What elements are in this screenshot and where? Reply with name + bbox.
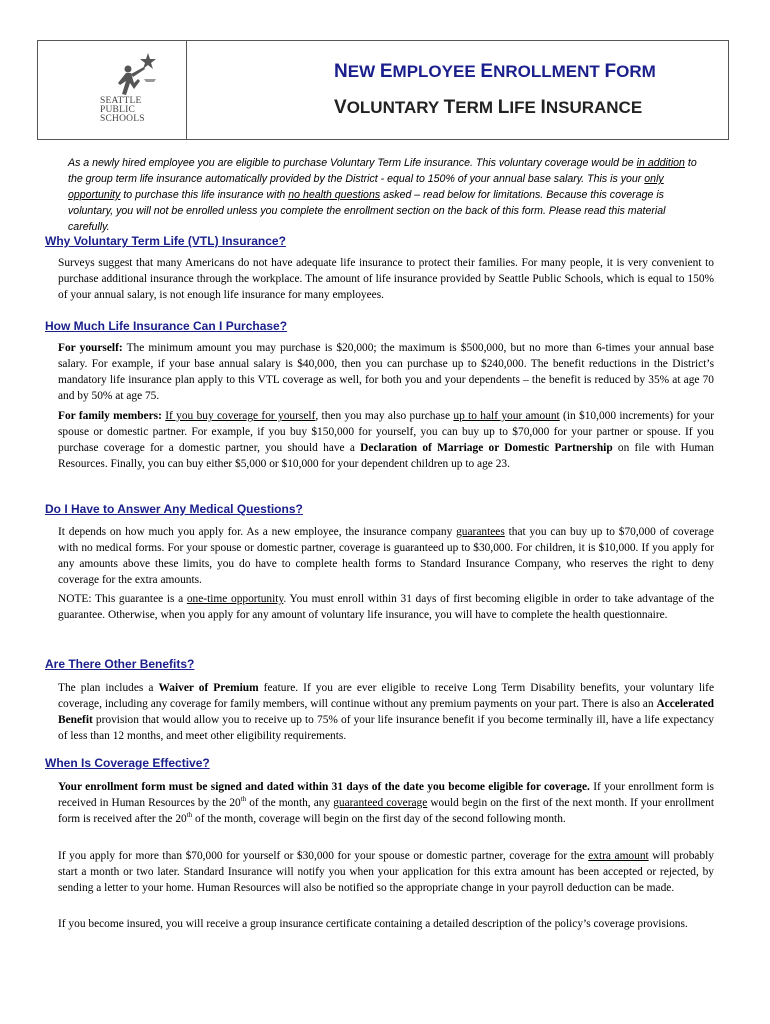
title-word: ORM — [616, 62, 656, 81]
title-char: E — [480, 61, 494, 82]
subtitle-word: IFE — [509, 98, 541, 117]
family-text: , then you may also purchase — [315, 410, 454, 422]
extra-text: If you apply for more than $70,000 for yourself or $30,000 for your spouse or domestic partner, coverage for the — [58, 850, 589, 862]
subtitle-char: I — [540, 97, 546, 118]
underline-text: extra amount — [588, 850, 649, 862]
para-why-vtl: Surveys suggest that many Americans do not have adequate life insurance to protect their families. For many people, it is very convenient to purchase additional insurance through the workplace. The amount of life insurance provided by Seattle Public Schools, which is equal to 150% of your annual salary, is not enough life insurance for many employees. — [58, 257, 714, 301]
heading-effective: When Is Coverage Effective? — [45, 756, 210, 770]
label-for-yourself: For yourself: — [58, 342, 123, 354]
logo-line-schools: SCHOOLS — [100, 114, 145, 124]
para-effective — [58, 779, 714, 827]
intro-text: As a newly hired employee you are eligible to purchase Voluntary Term Life insurance. This voluntary coverage would be — [68, 157, 637, 169]
underline-text: guarantees — [456, 526, 505, 538]
effective-text: of the month, any — [246, 797, 334, 809]
subtitle-char: V — [334, 97, 347, 118]
para-note — [58, 591, 714, 623]
seattle-public-schools-logo-icon — [104, 49, 180, 99]
intro-underline: no health questions — [288, 189, 381, 201]
intro-text: to purchase this life insurance with — [120, 189, 289, 201]
logo-line-seattle: SEATTLE — [100, 96, 142, 106]
benefits-text: The plan includes a — [58, 682, 159, 694]
underline-text: up to half your amount — [453, 410, 560, 422]
intro-underline: only opportunity — [68, 173, 664, 201]
title-char: F — [604, 61, 617, 82]
intro-text: asked – read below for limitations. Because this coverage is voluntary, you will not be enrolled unless you complete the enrollment section on the back of this form. Please read this material carefully. — [68, 189, 666, 233]
underline-text: If you buy coverage for yourself — [165, 410, 316, 422]
note-text: . You must enroll within 31 days of first becoming eligible in order to take advantage of the guarantee. Otherwise, when you apply for any amount of voluntary life insurance, you will have to complete the health questionnaire. — [58, 593, 714, 621]
note-text: NOTE: This guarantee is a — [58, 593, 187, 605]
subtitle-char: L — [497, 97, 510, 118]
underline-text: guaranteed coverage — [333, 797, 428, 809]
text-for-yourself: The minimum amount you may purchase is $20,000; the maximum is $500,000, but no more than 6-times your annual base salary. For example, if your base annual salary is $40,000, then you can purchase up to $240,000. The benefit reductions in the District’s mandatory life insurance plan apply to this VTL coverage as well, for both you and your dependents – the benefit is reduced by 35% at age 70 and by 50% at age 75. — [58, 342, 714, 402]
form-header — [37, 40, 729, 140]
heading-benefits: Are There Other Benefits? — [45, 657, 195, 671]
logo-area — [38, 41, 187, 139]
subtitle-word: ERM — [455, 98, 498, 117]
bold-text: Waiver of Premium — [158, 682, 259, 694]
form-subtitle — [334, 97, 642, 119]
logo-text — [100, 97, 180, 124]
benefits-text: feature. If you are ever eligible to receive Long Term Disability benefits, your voluntary life coverage, including any coverage for family members, will continue without any premium payments on your part. There is also an — [58, 682, 715, 710]
intro-paragraph — [68, 155, 708, 235]
effective-text: If your enrollment form is received in Human Resources by the 20 — [58, 781, 714, 809]
heading-how-much: How Much Life Insurance Can I Purchase? — [45, 319, 288, 333]
label-for-family: For family members: — [58, 410, 162, 422]
intro-text: to the group term life insurance automatically provided by the District - equal to 150% of your annual base salary. This is your — [68, 157, 697, 185]
bold-text: Accelerated Benefit — [58, 698, 714, 726]
subtitle-word: OLUNTARY — [346, 98, 444, 117]
extra-text: will probably start a month or two later. Standard Insurance will notify you when your application for this extra amount has been accepted or rejected, by sending a letter to your home. Human Resources will also be notified so the appropriate change in your payroll deduction can be made. — [58, 850, 715, 894]
subtitle-word: NSURANCE — [545, 98, 643, 117]
medical-text: It depends on how much you apply for. As a new employee, the insurance company — [58, 526, 457, 538]
effective-text: would begin on the first of the next month. If your enrollment form is received after the 20 — [58, 797, 714, 825]
underline-text: one-time opportunity — [186, 593, 284, 605]
title-word: EW — [347, 62, 380, 81]
effective-text: of the month, coverage will begin on the first day of the second following month. — [192, 813, 566, 825]
heading-why-vtl: Why Voluntary Term Life (VTL) Insurance? — [45, 234, 286, 248]
superscript: th — [240, 795, 247, 804]
para-for-family — [58, 408, 714, 472]
medical-text: that you can buy up to $70,000 of coverage with no medical forms. For your spouse or domestic partner, coverage is guaranteed up to $30,000. For children, it is $10,000. If you apply for any amounts above these limits, you do have to complete health forms to Standard Insurance Company, who reserves the right to deny coverage for the extra amounts. — [58, 526, 714, 586]
title-word: MPLOYEE — [392, 62, 481, 81]
title-word: NROLLMENT — [493, 62, 605, 81]
benefits-text: provision that would allow you to receive up to 75% of your life insurance benefit if you become terminally ill, have a life expectancy of less than 12 months, and meet other eligibility requirements. — [58, 714, 714, 742]
intro-underline: in addition — [636, 157, 685, 169]
para-certificate: If you become insured, you will receive a group insurance certificate containing a detailed description of the policy’s coverage provisions. — [58, 918, 688, 930]
para-benefits — [58, 680, 714, 744]
para-medical — [58, 524, 714, 588]
para-for-yourself — [58, 340, 714, 404]
superscript: th — [186, 811, 193, 820]
subtitle-char: T — [443, 97, 456, 118]
para-extra-amount — [58, 848, 714, 896]
bold-text: Declaration of Marriage or Domestic Partnership — [360, 442, 613, 454]
family-text: (in $10,000 increments) for your spouse or domestic partner. For example, if you buy $150,000 for yourself, you can buy up to $70,000 for your partner or spouse. If you purchase coverage for a domestic partner, you should have a — [58, 410, 714, 454]
family-text: on file with Human Resources. Finally, you can buy either $5,000 or $10,000 for your dependent children up to age 23. — [58, 442, 715, 470]
logo-line-public: PUBLIC — [100, 105, 135, 115]
bold-text: Your enrollment form must be signed and dated within 31 days of the date you become eligible for coverage. — [58, 781, 590, 793]
form-title — [334, 61, 656, 83]
title-char: N — [334, 61, 348, 82]
heading-medical: Do I Have to Answer Any Medical Questions? — [45, 502, 303, 516]
title-char: E — [379, 61, 393, 82]
